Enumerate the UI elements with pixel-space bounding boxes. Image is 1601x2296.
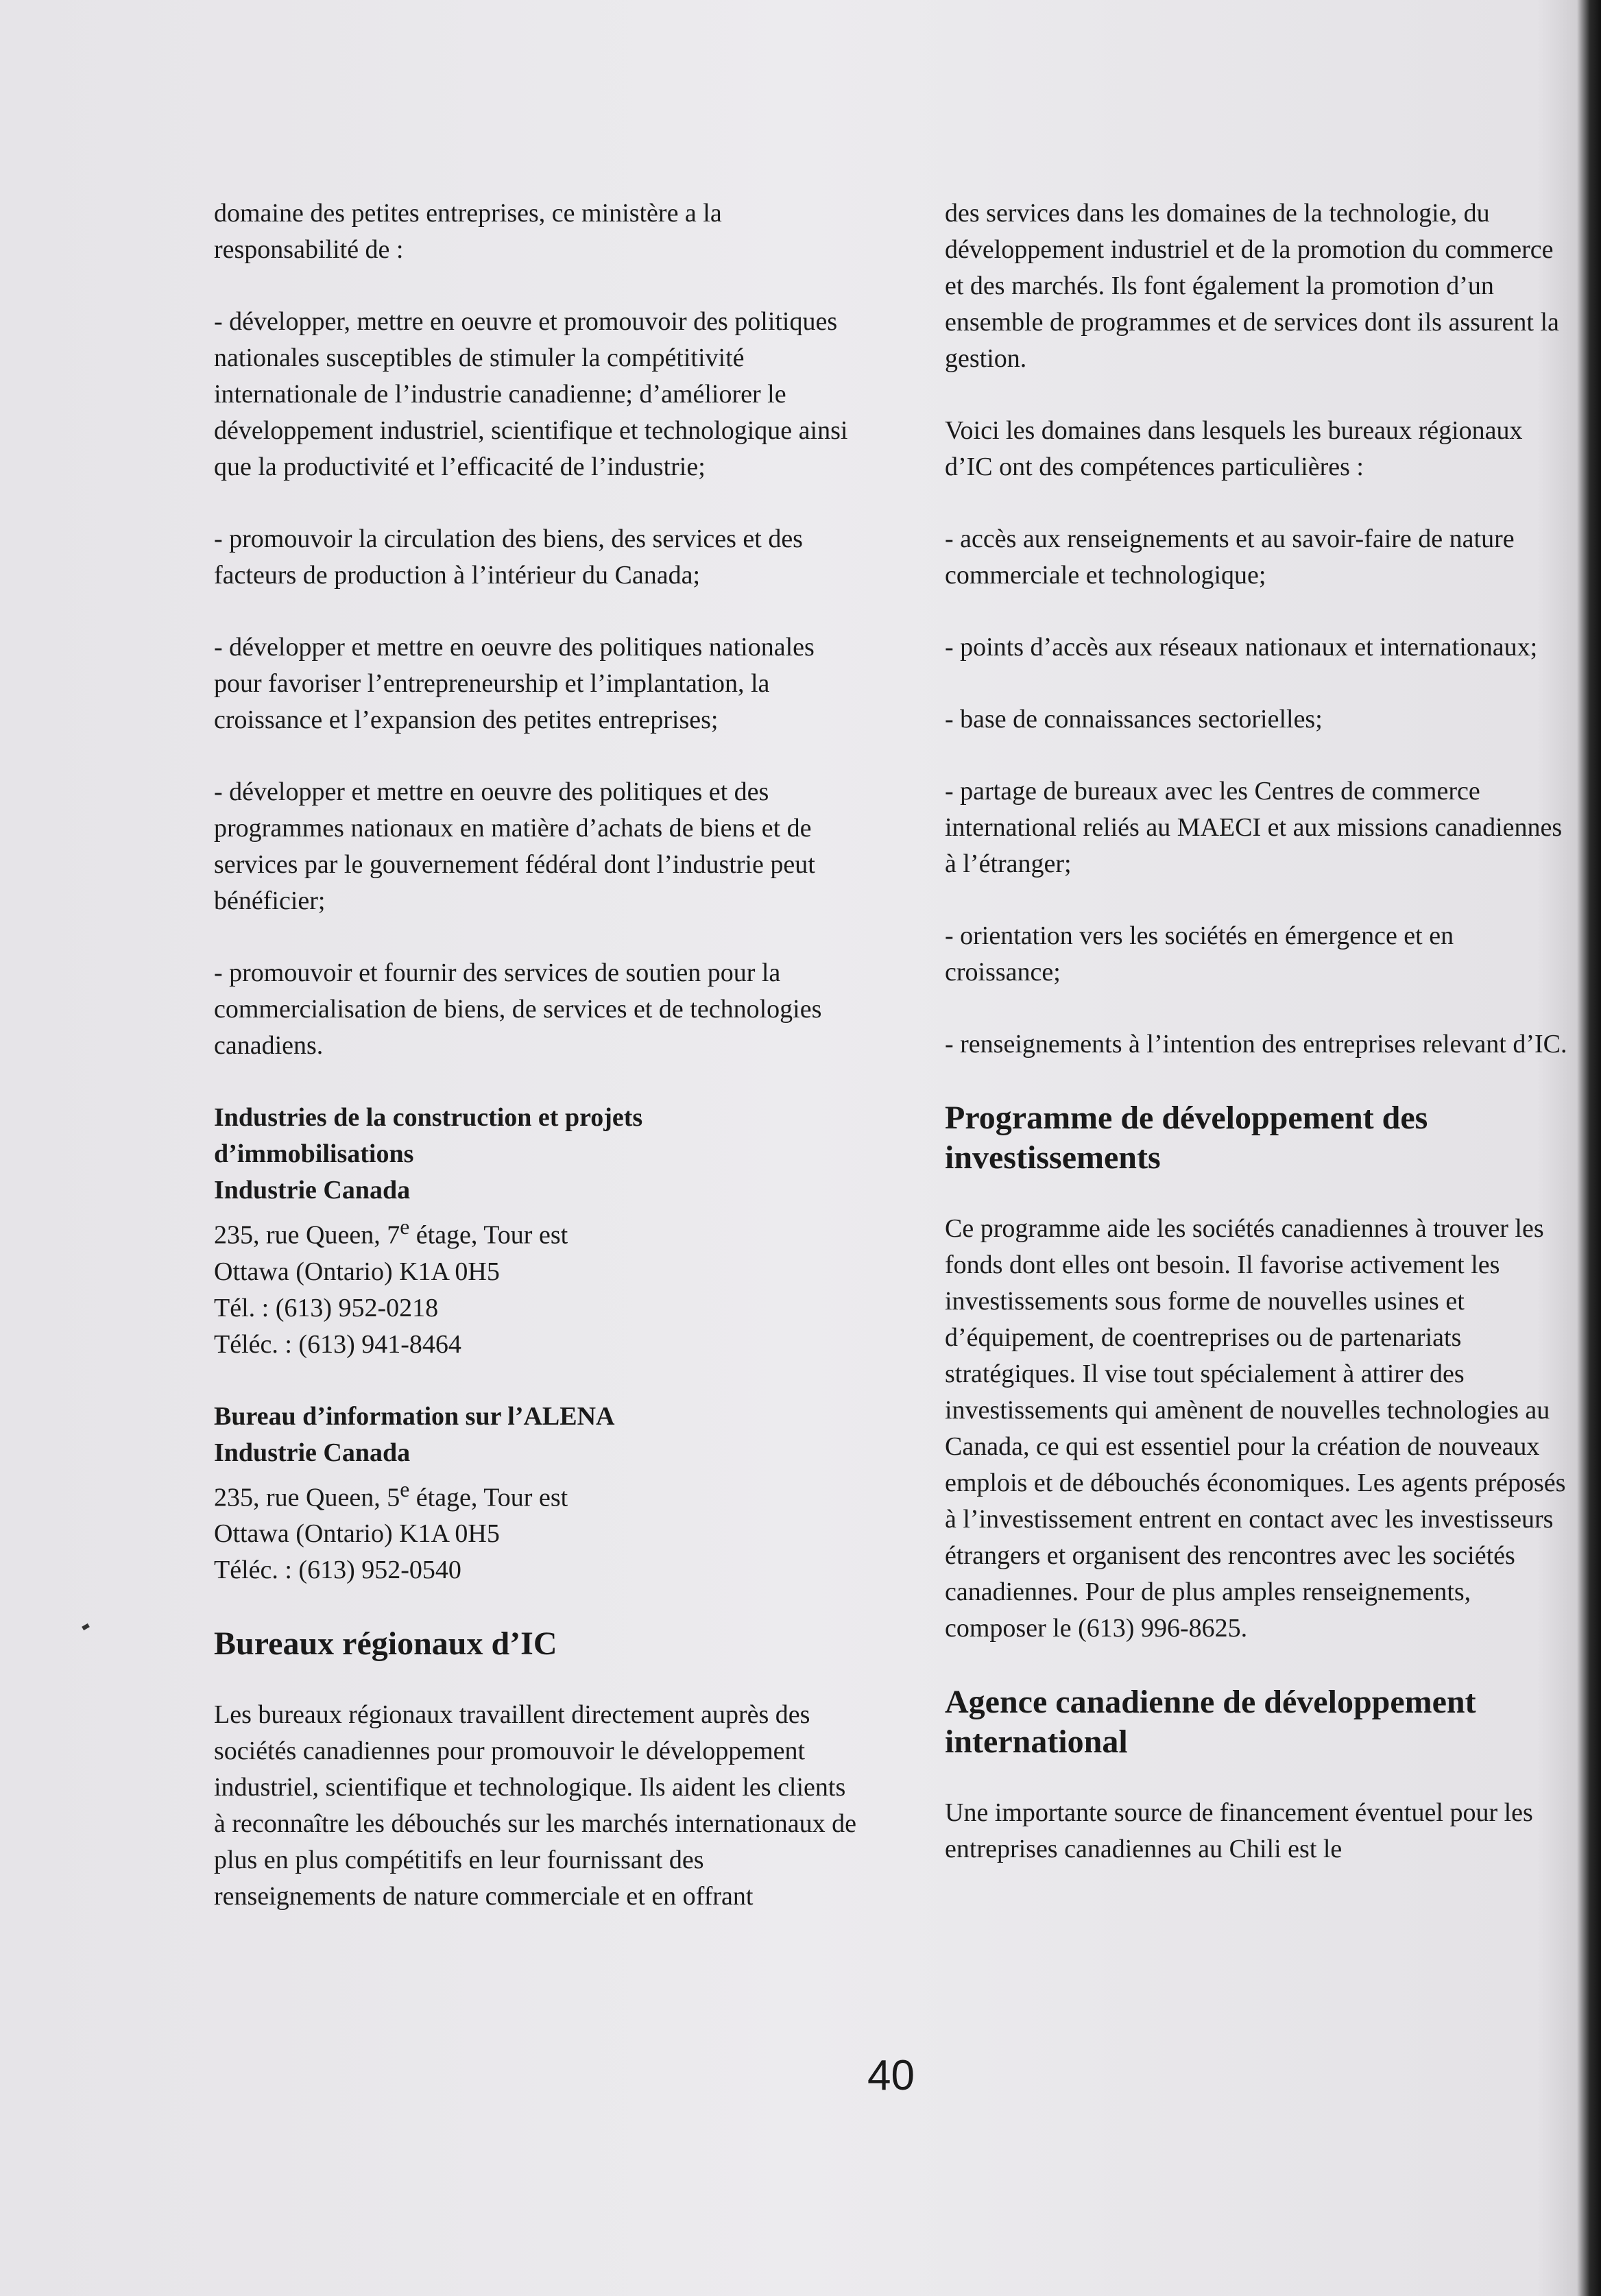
contact-org: Industrie Canada — [214, 1176, 411, 1205]
list-item: - développer et mettre en oeuvre des politiques et des programmes nationaux en matière d’achats de biens et de services par le gouvernement fédéral dont l’industrie peut bénéficier; — [214, 777, 815, 915]
list-item: - renseignements à l’intention des entreprises relevant d’IC. — [945, 1030, 1567, 1059]
list-item: - promouvoir et fournir des services de soutien pour la commercialisation de biens, de services et de technologies canadiens. — [214, 958, 822, 1060]
list-item: - partage de bureaux avec les Centres de commerce international reliés au MAECI et aux missions canadiennes à l’étranger; — [945, 777, 1563, 878]
paragraph: Voici les domaines dans lesquels les bureaux régionaux d’IC ont des compétences particulières : — [945, 416, 1523, 481]
page-number: 40 — [867, 2052, 915, 2099]
list-item: - points d’accès aux réseaux nationaux et internationaux; — [945, 633, 1538, 662]
contact-fax: Téléc. : (613) 952-0540 — [214, 1556, 461, 1585]
contact-city: Ottawa (Ontario) K1A 0H5 — [214, 1519, 500, 1549]
list-item: - développer, mettre en oeuvre et promouvoir des politiques nationales susceptibles de stimuler la compétitivité internationale de l’industrie canadienne; d’améliorer le développement industriel, scientifique et technologique ainsi que la productivité et l’efficacité de l’industrie; — [214, 307, 848, 481]
section-heading: Programme de développement des investissements — [945, 1100, 1428, 1176]
list-item: - promouvoir la circulation des biens, des services et des facteurs de production à l’intérieur du Canada; — [214, 524, 803, 590]
contact-title: d’immobilisations — [214, 1139, 414, 1168]
contact-block-alena — [214, 1399, 858, 1589]
section-heading: Agence canadienne de développement international — [945, 1684, 1476, 1760]
section-heading: Bureaux régionaux d’IC — [214, 1626, 557, 1663]
contact-block-construction — [214, 1100, 858, 1363]
ink-speck — [82, 1623, 90, 1630]
list-item: - développer et mettre en oeuvre des politiques nationales pour favoriser l’entrepreneurship et l’implantation, la croissance et l’expansion des petites entreprises; — [214, 633, 815, 734]
contact-org: Industrie Canada — [214, 1438, 411, 1467]
paragraph: des services dans les domaines de la technologie, du développement industriel et de la promotion du commerce et des marchés. Ils font également la promotion d’un ensemble de programmes et de services dont ils assurent la gestion. — [945, 199, 1559, 373]
contact-address: 235, rue Queen, 5e étage, Tour est — [214, 1477, 568, 1512]
left-column — [214, 195, 858, 1950]
paragraph: domaine des petites entreprises, ce ministère a la responsabilité de : — [214, 199, 722, 264]
list-item: - orientation vers les sociétés en émergence et en croissance; — [945, 921, 1454, 987]
contact-phone: Tél. : (613) 952-0218 — [214, 1293, 439, 1322]
paragraph: Les bureaux régionaux travaillent directement auprès des sociétés canadiennes pour promouvoir le développement industriel, scientifique et technologique. Ils aident les clients à reconnaître les débouchés sur les marchés internationaux de plus en plus compétitifs en leur fournissant des renseignements de nature commerciale et en offrant — [214, 1700, 856, 1911]
contact-address: 235, rue Queen, 7e étage, Tour est — [214, 1215, 568, 1250]
list-item: - accès aux renseignements et au savoir-faire de nature commerciale et technologique; — [945, 524, 1515, 590]
contact-title: Bureau d’information sur l’ALENA — [214, 1401, 615, 1431]
list-item: - base de connaissances sectorielles; — [945, 705, 1323, 734]
paragraph: Une importante source de financement éventuel pour les entreprises canadiennes au Chili est le — [945, 1798, 1533, 1863]
contact-title: Industries de la construction et projets — [214, 1103, 643, 1132]
contact-fax: Téléc. : (613) 941-8464 — [214, 1329, 461, 1359]
paragraph: Ce programme aide les sociétés canadiennes à trouver les fonds dont elles ont besoin. Il favorise activement les investissements sous forme de nouvelles usines et d’équipement, de coentreprises ou de partenariats stratégiques. Il vise tout spécialement à attirer des investissements qui amènent de nouvelles technologies au Canada, ce qui est essentiel pour la création de nouveaux emplois et de débouchés économiques. Les agents préposés à l’investissement entrent en contact avec les investisseurs étrangers et organisent des rencontres avec les sociétés canadiennes. Pour de plus amples renseignements, composer le (613) 996-8625. — [945, 1214, 1566, 1643]
right-column — [945, 195, 1576, 1903]
contact-city: Ottawa (Ontario) K1A 0H5 — [214, 1257, 500, 1286]
